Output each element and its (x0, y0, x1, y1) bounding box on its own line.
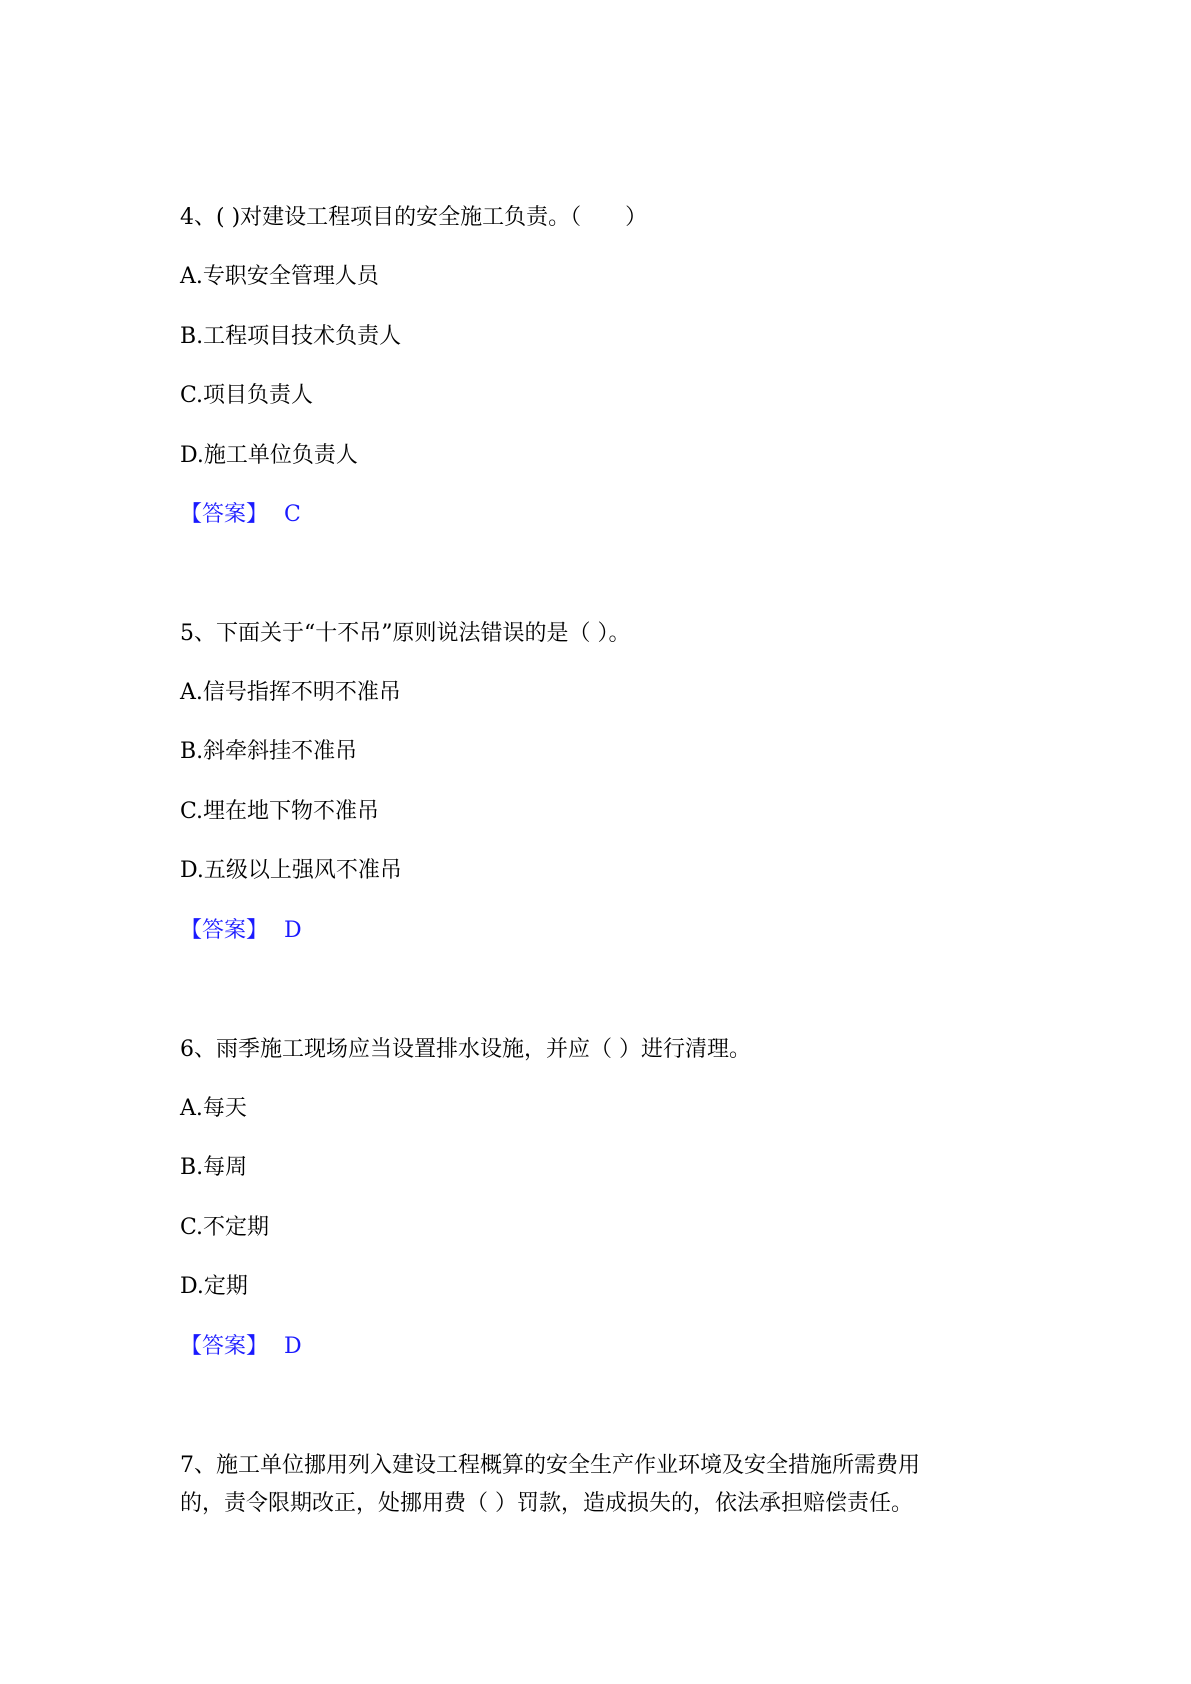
answer-value: D (284, 918, 302, 943)
question-4-option-b: B.工程项目技术负责人 (180, 324, 402, 349)
question-5-option-d: D.五级以上强风不准吊 (180, 858, 402, 883)
answer-value: D (284, 1334, 302, 1359)
answer-label: 【答案】 (180, 918, 269, 943)
question-6-answer (180, 1332, 302, 1362)
question-5-option-c: C.埋在地下物不准吊 (180, 799, 380, 824)
question-4-answer (180, 500, 301, 530)
question-6-option-a: A.每天 (180, 1096, 247, 1121)
question-4-option-a: A.专职安全管理人员 (180, 264, 379, 289)
question-5-option-b: B.斜牵斜挂不准吊 (180, 739, 358, 764)
question-5-option-a: A.信号指挥不明不准吊 (180, 680, 401, 705)
question-4-option-c: C.项目负责人 (180, 383, 314, 408)
question-7-stem-line-1: 7、施工单位挪用列入建设工程概算的安全生产作业环境及安全措施所需费用 (180, 1453, 920, 1478)
question-6-option-b: B.每周 (180, 1155, 248, 1180)
question-4-option-d: D.施工单位负责人 (180, 443, 358, 468)
question-4-stem: 4、( )对建设工程项目的安全施工负责。（ ） (180, 205, 648, 230)
question-6-stem: 6、雨季施工现场应当设置排水设施，并应（ ）进行清理。 (180, 1037, 751, 1062)
question-6-option-d: D.定期 (180, 1274, 248, 1299)
question-5-stem: 5、下面关于“十不吊”原则说法错误的是（ ）。 (180, 621, 631, 646)
answer-label: 【答案】 (180, 502, 269, 527)
answer-value: C (284, 502, 301, 527)
question-5-answer (180, 916, 302, 946)
question-7-stem-line-2: 的，责令限期改正，处挪用费（ ）罚款，造成损失的，依法承担赔偿责任。 (180, 1491, 913, 1516)
question-6-option-c: C.不定期 (180, 1215, 270, 1240)
answer-label: 【答案】 (180, 1334, 269, 1359)
